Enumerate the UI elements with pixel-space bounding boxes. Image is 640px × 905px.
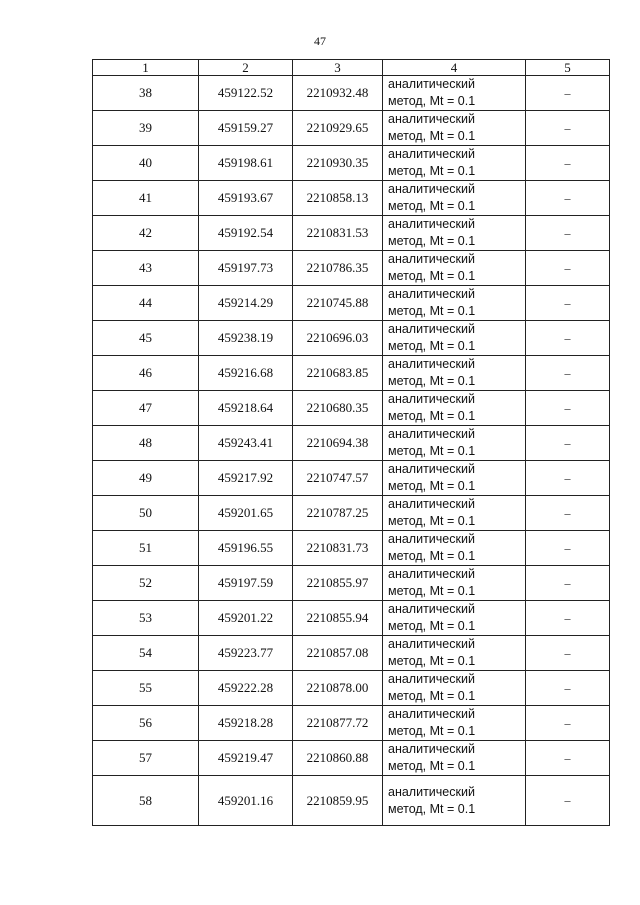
method-cell: [383, 216, 526, 251]
dash-cell: –: [526, 461, 610, 496]
point-number-cell: 45: [93, 321, 199, 356]
table-row: [93, 146, 610, 181]
dash-cell: –: [526, 426, 610, 461]
point-number-cell: 58: [93, 776, 199, 826]
y-coordinate-cell: 2210680.35: [293, 391, 383, 426]
dash-cell: –: [526, 181, 610, 216]
method-line-1: аналитический: [388, 742, 475, 756]
point-number-cell: 57: [93, 741, 199, 776]
table-row: [93, 496, 610, 531]
method-line-2: метод, Mt = 0.1: [388, 444, 476, 458]
y-coordinate-cell: 2210831.53: [293, 216, 383, 251]
method-cell: [383, 566, 526, 601]
dash-cell: –: [526, 321, 610, 356]
y-coordinate-cell: 2210929.65: [293, 111, 383, 146]
point-number-cell: 55: [93, 671, 199, 706]
y-coordinate-cell: 2210878.00: [293, 671, 383, 706]
table-row: [93, 181, 610, 216]
method-line-1: аналитический: [388, 182, 475, 196]
x-coordinate-cell: 459198.61: [199, 146, 293, 181]
dash-cell: –: [526, 776, 610, 826]
dash-cell: –: [526, 601, 610, 636]
column-header-5: 5: [526, 60, 610, 76]
point-number-cell: 52: [93, 566, 199, 601]
dash-cell: –: [526, 531, 610, 566]
method-line-2: метод, Mt = 0.1: [388, 164, 476, 178]
x-coordinate-cell: 459197.73: [199, 251, 293, 286]
y-coordinate-cell: 2210859.95: [293, 776, 383, 826]
method-line-2: метод, Mt = 0.1: [388, 689, 476, 703]
table-header-row: [93, 60, 610, 76]
method-cell: [383, 671, 526, 706]
method-line-1: аналитический: [388, 497, 475, 511]
method-cell: [383, 636, 526, 671]
x-coordinate-cell: 459222.28: [199, 671, 293, 706]
dash-cell: –: [526, 741, 610, 776]
method-line-1: аналитический: [388, 357, 475, 371]
y-coordinate-cell: 2210745.88: [293, 286, 383, 321]
x-coordinate-cell: 459217.92: [199, 461, 293, 496]
method-cell: [383, 391, 526, 426]
point-number-cell: 51: [93, 531, 199, 566]
y-coordinate-cell: 2210860.88: [293, 741, 383, 776]
table-row: [93, 251, 610, 286]
column-header-4: 4: [383, 60, 526, 76]
column-header-1: 1: [93, 60, 199, 76]
y-coordinate-cell: 2210694.38: [293, 426, 383, 461]
method-line-1: аналитический: [388, 637, 475, 651]
table-row: [93, 601, 610, 636]
y-coordinate-cell: 2210858.13: [293, 181, 383, 216]
method-line-1: аналитический: [388, 784, 475, 799]
method-line-2: метод, Mt = 0.1: [388, 479, 476, 493]
method-cell: [383, 356, 526, 391]
point-number-cell: 41: [93, 181, 199, 216]
y-coordinate-cell: 2210877.72: [293, 706, 383, 741]
x-coordinate-cell: 459218.28: [199, 706, 293, 741]
x-coordinate-cell: 459122.52: [199, 76, 293, 111]
dash-cell: –: [526, 146, 610, 181]
method-line-1: аналитический: [388, 252, 475, 266]
y-coordinate-cell: 2210932.48: [293, 76, 383, 111]
method-line-1: аналитический: [388, 112, 475, 126]
method-line-2: метод, Mt = 0.1: [388, 339, 476, 353]
table-row: [93, 356, 610, 391]
table-row: [93, 391, 610, 426]
point-number-cell: 40: [93, 146, 199, 181]
dash-cell: –: [526, 566, 610, 601]
x-coordinate-cell: 459159.27: [199, 111, 293, 146]
method-line-1: аналитический: [388, 147, 475, 161]
method-line-1: аналитический: [388, 462, 475, 476]
method-cell: [383, 76, 526, 111]
table-row: [93, 286, 610, 321]
point-number-cell: 39: [93, 111, 199, 146]
table-row: [93, 776, 610, 826]
y-coordinate-cell: 2210747.57: [293, 461, 383, 496]
dash-cell: –: [526, 496, 610, 531]
method-line-2: метод, Mt = 0.1: [388, 759, 476, 773]
method-line-1: аналитический: [388, 287, 475, 301]
table-row: [93, 566, 610, 601]
method-cell: [383, 741, 526, 776]
point-number-cell: 50: [93, 496, 199, 531]
method-cell: [383, 496, 526, 531]
table-row: [93, 76, 610, 111]
method-line-2: метод, Mt = 0.1: [388, 304, 476, 318]
method-line-1: аналитический: [388, 322, 475, 336]
dash-cell: –: [526, 286, 610, 321]
method-line-2: метод, Mt = 0.1: [388, 269, 476, 283]
point-number-cell: 42: [93, 216, 199, 251]
method-line-1: аналитический: [388, 567, 475, 581]
x-coordinate-cell: 459214.29: [199, 286, 293, 321]
point-number-cell: 46: [93, 356, 199, 391]
method-line-2: метод, Mt = 0.1: [388, 549, 476, 563]
point-number-cell: 38: [93, 76, 199, 111]
method-cell: [383, 146, 526, 181]
dash-cell: –: [526, 391, 610, 426]
method-line-1: аналитический: [388, 392, 475, 406]
method-cell: [383, 426, 526, 461]
x-coordinate-cell: 459193.67: [199, 181, 293, 216]
method-cell: [383, 181, 526, 216]
method-cell: [383, 286, 526, 321]
x-coordinate-cell: 459192.54: [199, 216, 293, 251]
table-row: [93, 636, 610, 671]
method-cell: [383, 461, 526, 496]
x-coordinate-cell: 459218.64: [199, 391, 293, 426]
method-line-2: метод, Mt = 0.1: [388, 374, 476, 388]
y-coordinate-cell: 2210855.94: [293, 601, 383, 636]
x-coordinate-cell: 459201.22: [199, 601, 293, 636]
table-row: [93, 671, 610, 706]
y-coordinate-cell: 2210787.25: [293, 496, 383, 531]
method-line-1: аналитический: [388, 427, 475, 441]
method-line-2: метод, Mt = 0.1: [388, 234, 476, 248]
table-row: [93, 426, 610, 461]
x-coordinate-cell: 459216.68: [199, 356, 293, 391]
method-line-2: метод, Mt = 0.1: [388, 514, 476, 528]
y-coordinate-cell: 2210696.03: [293, 321, 383, 356]
method-line-2: метод, Mt = 0.1: [388, 801, 476, 816]
x-coordinate-cell: 459243.41: [199, 426, 293, 461]
x-coordinate-cell: 459238.19: [199, 321, 293, 356]
column-header-2: 2: [199, 60, 293, 76]
method-line-1: аналитический: [388, 602, 475, 616]
method-line-2: метод, Mt = 0.1: [388, 584, 476, 598]
x-coordinate-cell: 459223.77: [199, 636, 293, 671]
x-coordinate-cell: 459197.59: [199, 566, 293, 601]
x-coordinate-cell: 459201.65: [199, 496, 293, 531]
method-line-2: метод, Mt = 0.1: [388, 724, 476, 738]
method-line-2: метод, Mt = 0.1: [388, 199, 476, 213]
method-line-1: аналитический: [388, 707, 475, 721]
method-line-1: аналитический: [388, 77, 475, 91]
table-row: [93, 216, 610, 251]
point-number-cell: 56: [93, 706, 199, 741]
x-coordinate-cell: 459219.47: [199, 741, 293, 776]
dash-cell: –: [526, 216, 610, 251]
method-cell: [383, 531, 526, 566]
dash-cell: –: [526, 76, 610, 111]
method-cell: [383, 111, 526, 146]
method-cell: [383, 601, 526, 636]
point-number-cell: 53: [93, 601, 199, 636]
dash-cell: –: [526, 356, 610, 391]
coordinates-table: [92, 59, 610, 826]
dash-cell: –: [526, 706, 610, 741]
y-coordinate-cell: 2210683.85: [293, 356, 383, 391]
y-coordinate-cell: 2210855.97: [293, 566, 383, 601]
y-coordinate-cell: 2210786.35: [293, 251, 383, 286]
method-line-2: метод, Mt = 0.1: [388, 94, 476, 108]
method-cell: [383, 251, 526, 286]
x-coordinate-cell: 459196.55: [199, 531, 293, 566]
dash-cell: –: [526, 251, 610, 286]
y-coordinate-cell: 2210930.35: [293, 146, 383, 181]
method-line-2: метод, Mt = 0.1: [388, 619, 476, 633]
table-row: [93, 741, 610, 776]
dash-cell: –: [526, 671, 610, 706]
method-cell: [383, 706, 526, 741]
dash-cell: –: [526, 636, 610, 671]
point-number-cell: 48: [93, 426, 199, 461]
point-number-cell: 47: [93, 391, 199, 426]
x-coordinate-cell: 459201.16: [199, 776, 293, 826]
table-row: [93, 111, 610, 146]
method-line-1: аналитический: [388, 532, 475, 546]
point-number-cell: 44: [93, 286, 199, 321]
method-line-2: метод, Mt = 0.1: [388, 409, 476, 423]
page-number: 47: [314, 34, 326, 48]
method-line-2: метод, Mt = 0.1: [388, 129, 476, 143]
y-coordinate-cell: 2210857.08: [293, 636, 383, 671]
table-row: [93, 461, 610, 496]
method-line-2: метод, Mt = 0.1: [388, 654, 476, 668]
y-coordinate-cell: 2210831.73: [293, 531, 383, 566]
table-row: [93, 531, 610, 566]
point-number-cell: 49: [93, 461, 199, 496]
method-line-1: аналитический: [388, 217, 475, 231]
point-number-cell: 43: [93, 251, 199, 286]
dash-cell: –: [526, 111, 610, 146]
table-row: [93, 321, 610, 356]
column-header-3: 3: [293, 60, 383, 76]
table-row: [93, 706, 610, 741]
method-cell: [383, 321, 526, 356]
method-line-1: аналитический: [388, 672, 475, 686]
method-cell: [383, 776, 526, 826]
point-number-cell: 54: [93, 636, 199, 671]
